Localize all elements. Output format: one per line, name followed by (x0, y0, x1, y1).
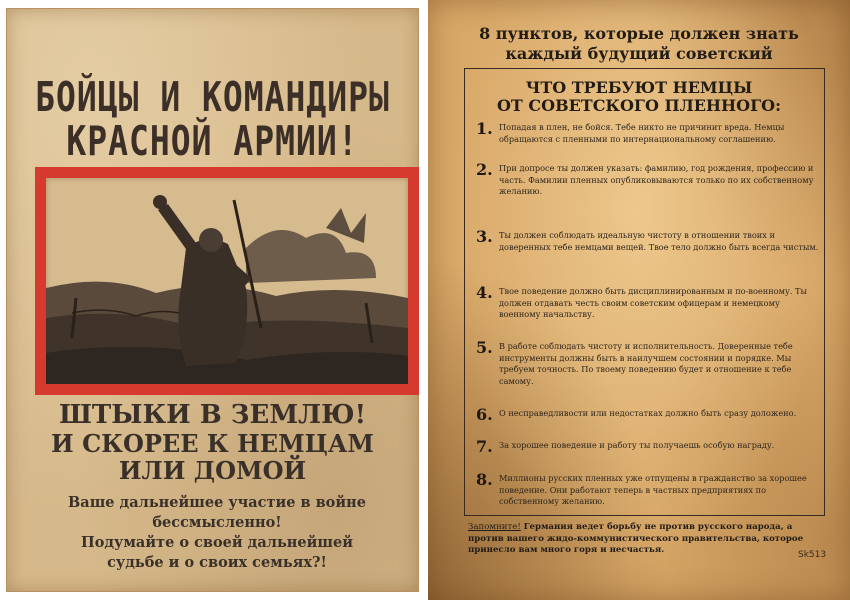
box-heading-line-1: ЧТО ТРЕБУЮТ НЕМЦЫ (525, 78, 753, 97)
slogan-line-2: И СКОРЕЕ К НЕМЦАМ (51, 429, 374, 458)
leaflet-paper (6, 8, 419, 592)
rule-number: 8. (476, 470, 493, 489)
appeal-line-4: судьбе и о своих семьях?! (107, 554, 327, 571)
appeal-line-3: Подумайте о своей дальнейшей (81, 534, 353, 551)
rule-number: 7. (476, 437, 493, 456)
rule-number: 3. (476, 227, 493, 246)
rule-text: В работе соблюдать чистоту и исполнительность. Доверенные тебе инструменты должны быть в наилучшем состоянии и порядке. Мы требуем точность. По твоему поведению будет и отношение к тебе самому. (499, 341, 793, 386)
appeal-line-2: бессмысленно! (152, 514, 282, 531)
rule-text: Твое поведение должно быть дисциплинированным и по-военному. Ты должен отдавать честь своим советским офицерам и немецкому военному начальству. (499, 286, 807, 320)
rule-number: 6. (476, 405, 493, 424)
right-title-line-2: каждый будущий советский (505, 44, 773, 63)
leaflet-header-line-1: БОЙЦЫ И КОМАНДИРЫ (35, 72, 390, 121)
battle-illustration (46, 178, 408, 384)
right-title-line-1: 8 пунктов, которые должен знать (479, 24, 799, 43)
rule-number: 2. (476, 160, 493, 179)
slogan-line-3: ИЛИ ДОМОЙ (118, 456, 307, 485)
rule-number: 5. (476, 338, 493, 357)
rule-text: При допросе ты должен указать: фамилию, год рождения, профессию и часть. Фамилии пленных опубликовываются только по их собственному желанию. (499, 163, 814, 197)
rule-number: 4. (476, 283, 493, 302)
appeal-line-1: Ваше дальнейшее участие в войне (68, 494, 366, 511)
rule-number: 1. (476, 119, 493, 138)
leaflet-header-line-2: КРАСНОЙ АРМИИ! (66, 116, 359, 165)
slogan-line-1: ШТЫКИ В ЗЕМЛЮ! (58, 400, 367, 430)
footer-lead: Запомните! (468, 522, 521, 532)
leaflet-code: Sk513 (798, 550, 827, 560)
box-heading-line-2: ОТ СОВЕТСКОГО ПЛЕННОГО: (496, 96, 781, 115)
illustration-frame (35, 167, 419, 395)
right-leaflet (428, 0, 850, 600)
rule-text: Ты должен соблюдать идеальную чистоту в отношении твоих и доверенных тебе немцами вещей. Твое тело должно быть всегда чистым. (499, 230, 819, 252)
rule-text: Попадая в плен, не бойся. Тебе никто не причинит вреда. Немцы обращаются с пленными по интернациональному соглашению. (499, 122, 785, 144)
footer-bold: Германия ведет борьбу не против русского народа, а против вашего жидо-коммунистического правительства, которое (468, 522, 804, 544)
footer-note (468, 522, 830, 557)
rule-text: Миллионы русских пленных уже отпущены в гражданство за хорошее поведение. Они работают теперь в частных предприятиях по собственному желанию. (499, 473, 807, 507)
footer-rest: принесло вам много горя и несчастья. (468, 545, 665, 555)
soldier-surrender-illustration (46, 178, 408, 384)
rule-text: За хорошее поведение и работу ты получаешь особую награду. (499, 440, 775, 450)
rule-text: О несправедливости или недостатках должно быть сразу доложено. (499, 408, 797, 418)
